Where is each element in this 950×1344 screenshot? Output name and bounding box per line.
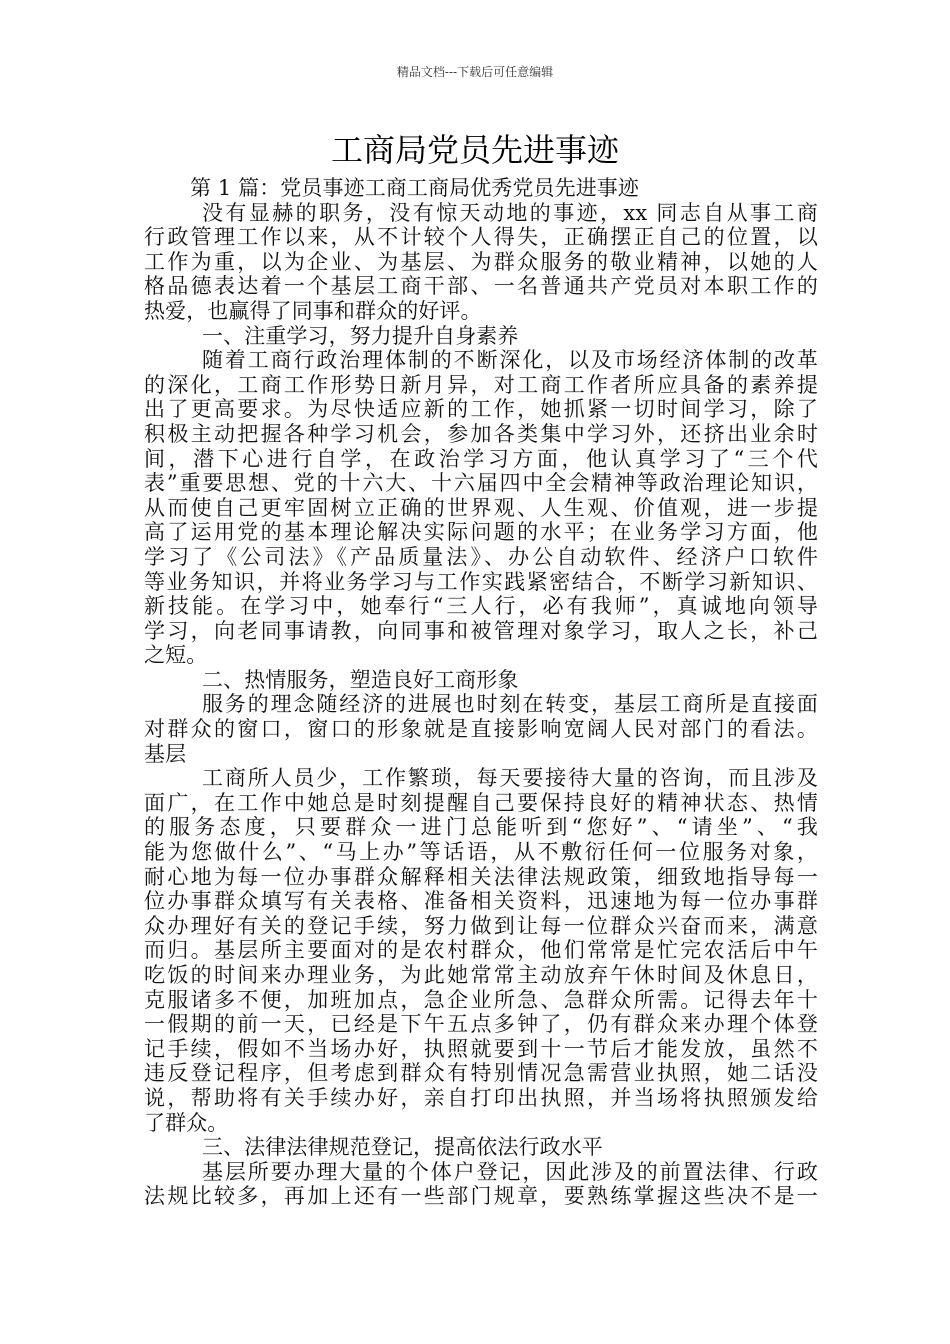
text-line: 面广，在工作中她总是时刻提醒自己要保持良好的精神状态、热情: [144, 790, 818, 815]
text-line: 而归。基层所主要面对的是农村群众，他们常常是忙完农活后中午: [144, 938, 818, 963]
text-line: 学习，向老同事请教，向同事和被管理对象学习，取人之长，补己: [144, 618, 818, 643]
text-line: 表”重要思想、党的十六大、十六届四中全会精神等政治理论知识，: [144, 471, 818, 496]
text-line: 格品德表达着一个基层工商干部、一名普通共产党员对本职工作的: [144, 274, 818, 299]
document-title: 工商局党员先进事迹: [330, 131, 619, 169]
text-line: 一、注重学习，努力提升自身素养: [202, 323, 519, 348]
text-line: 能为您做什么”、“马上办”等话语，从不敷衍任何一位服务对象，: [144, 840, 818, 865]
text-line: 工商所人员少，工作繁琐，每天要接待大量的咨询，而且涉及: [202, 766, 818, 791]
text-line: 学习了《公司法》《产品质量法》、办公自动软件、经济户口软件: [144, 544, 818, 569]
text-line: 从而使自己更牢固树立正确的世界观、人生观、价值观，进一步提: [144, 495, 818, 520]
text-line: 记手续，假如不当场办好，执照就要到十一节后才能发放，虽然不: [144, 1036, 818, 1061]
text-line: 耐心地为每一位办事群众解释相关法律法规政策，细致地指导每一: [144, 864, 818, 889]
text-line: 没有显赫的职务，没有惊天动地的事迹，xx 同志自从事工商: [202, 200, 818, 225]
text-line: 新技能。在学习中，她奉行“三人行，必有我师”，真诚地向领导: [144, 594, 818, 619]
text-line: 服务的理念随经济的进展也时刻在转变，基层工商所是直接面: [202, 692, 818, 717]
text-line: 违反登记程序，但考虑到群众有特别情况急需营业执照，她二话没: [144, 1061, 818, 1086]
text-line: 二、热情服务，塑造良好工商形象: [202, 667, 519, 692]
text-line: 的深化，工商工作形势日新月异，对工商工作者所应具备的素养提: [144, 372, 818, 397]
text-line: 说，帮助将有关手续办好，亲自打印出执照，并当场将执照颁发给: [144, 1085, 818, 1110]
text-line: 高了运用党的基本理论解决实际问题的水平；在业务学习方面，他: [144, 520, 818, 545]
text-line: 一假期的前一天，已经是下午五点多钟了，仍有群众来办理个体登: [144, 1012, 818, 1037]
text-line: 众办理好有关的登记手续，努力做到让每一位群众兴奋而来，满意: [144, 913, 818, 938]
text-line: 法规比较多，再加上还有一些部门规章，要熟练掌握这些决不是一: [144, 1184, 818, 1209]
text-line: 等业务知识，并将业务学习与工作实践紧密结合，不断学习新知识、: [144, 569, 818, 594]
text-line: 位办事群众填写有关表格、准备相关资料，迅速地为每一位办事群: [144, 889, 818, 914]
text-line: 基层: [144, 741, 187, 766]
text-line: 积极主动把握各种学习机会，参加各类集中学习外，还挤出业余时: [144, 421, 818, 446]
text-line: 对群众的窗口，窗口的形象就是直接影响宽阔人民对部门的看法。: [144, 717, 818, 742]
text-line: 吃饭的时间来办理业务，为此她常常主动放弃午休时间及休息日，: [144, 963, 818, 987]
text-line: 工作为重，以为企业、为基层、为群众服务的敬业精神，以她的人: [144, 249, 818, 274]
text-line: 热爱，也赢得了同事和群众的好评。: [144, 298, 482, 323]
text-line: 的服务态度，只要群众一进门总能听到“您好”、“请坐”、“我: [144, 815, 818, 840]
text-line: 间，潜下心进行自学，在政治学习方面，他认真学习了“三个代: [144, 446, 818, 471]
text-line: 克服诸多不便，加班加点，急企业所急、急群众所需。记得去年十: [144, 987, 818, 1012]
text-line: 三、法律法律规范登记，提高依法行政水平: [202, 1135, 603, 1160]
text-line: 行政管理工作以来，从不计较个人得失，正确摆正自己的位置，以: [144, 225, 818, 250]
text-line: 基层所要办理大量的个体户登记，因此涉及的前置法律、行政: [202, 1159, 818, 1184]
text-line: 之短。: [144, 643, 208, 668]
text-line: 出了更高要求。为尽快适应新的工作，她抓紧一切时间学习，除了: [144, 397, 818, 422]
document-body: [144, 176, 818, 1209]
text-line: 第 1 篇：党员事迹工商工商局优秀党员先进事迹: [190, 176, 640, 200]
page-header: 精品文档---下载后可任意编辑: [396, 65, 554, 79]
text-line: 了群众。: [144, 1110, 229, 1135]
text-line: 随着工商行政治理体制的不断深化，以及市场经济体制的改革: [202, 348, 818, 373]
